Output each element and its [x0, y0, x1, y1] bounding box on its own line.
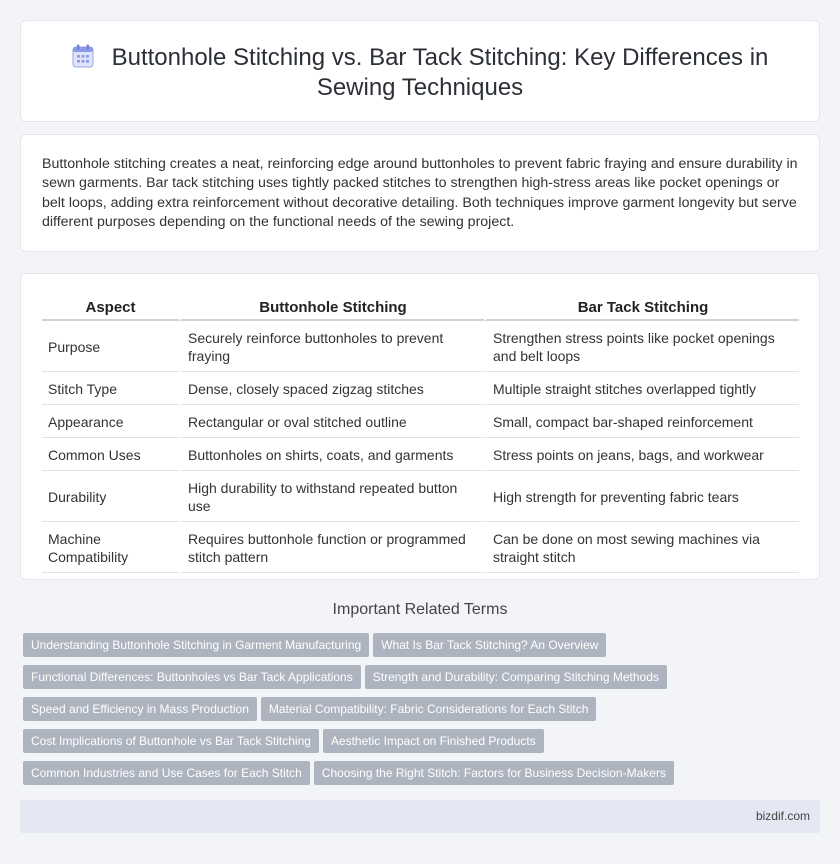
- row-bar-tack: Small, compact bar-shaped reinforcement: [484, 405, 799, 438]
- table-header-row: [42, 296, 799, 321]
- header-aspect: Aspect: [42, 296, 179, 321]
- related-term-link[interactable]: Aesthetic Impact on Finished Products: [323, 729, 544, 753]
- related-term-link[interactable]: Choosing the Right Stitch: Factors for Business Decision-Makers: [314, 761, 674, 785]
- page-title: [21, 43, 819, 103]
- comparison-card: [20, 273, 820, 580]
- header-buttonhole: Buttonhole Stitching: [179, 296, 484, 321]
- footer-bar: [20, 800, 820, 833]
- tag-row: [23, 729, 823, 761]
- table-row: [42, 471, 799, 522]
- calendar-icon: [72, 44, 94, 68]
- table-row: [42, 372, 799, 405]
- tag-row: [23, 633, 823, 665]
- row-aspect: Durability: [42, 471, 179, 522]
- row-buttonhole: Dense, closely spaced zigzag stitches: [179, 372, 484, 405]
- footer-site-link[interactable]: bizdif.com: [755, 809, 810, 823]
- row-buttonhole: Rectangular or oval stitched outline: [179, 405, 484, 438]
- table-row: [42, 405, 799, 438]
- related-term-link[interactable]: Understanding Buttonhole Stitching in Garment Manufacturing: [23, 633, 369, 657]
- related-terms-tags: [23, 633, 823, 793]
- related-term-link[interactable]: Common Industries and Use Cases for Each Stitch: [23, 761, 310, 785]
- row-aspect: Stitch Type: [42, 372, 179, 405]
- related-term-link[interactable]: Material Compatibility: Fabric Considerations for Each Stitch: [261, 697, 596, 721]
- related-term-link[interactable]: What Is Bar Tack Stitching? An Overview: [373, 633, 606, 657]
- header-bar-tack: Bar Tack Stitching: [484, 296, 799, 321]
- row-buttonhole: Buttonholes on shirts, coats, and garments: [179, 438, 484, 471]
- tag-row: [23, 761, 823, 793]
- tag-row: [23, 665, 823, 697]
- row-buttonhole: Securely reinforce buttonholes to prevent fraying: [179, 321, 484, 372]
- row-aspect: Appearance: [42, 405, 179, 438]
- row-bar-tack: Strengthen stress points like pocket openings and belt loops: [484, 321, 799, 372]
- row-aspect: Common Uses: [42, 438, 179, 471]
- table-row: [42, 438, 799, 471]
- related-term-link[interactable]: Functional Differences: Buttonholes vs Bar Tack Applications: [23, 665, 361, 689]
- related-term-link[interactable]: Cost Implications of Buttonhole vs Bar Tack Stitching: [23, 729, 319, 753]
- page-title-text: Buttonhole Stitching vs. Bar Tack Stitching: Key Differences in Sewing Techniques: [111, 44, 769, 101]
- intro-paragraph: Buttonhole stitching creates a neat, reinforcing edge around buttonholes to prevent fabric fraying and ensure durability in sewn garments. Bar tack stitching uses tightly packed stitches to strengthen high-stress areas like pocket openings or belt loops, adding extra reinforcement without decorative detailing. Both techniques improve garment longevity but serve different purposes depending on the functional needs of the sewing project.: [42, 156, 798, 230]
- row-bar-tack: High strength for preventing fabric tears: [484, 471, 799, 522]
- row-bar-tack: Can be done on most sewing machines via straight stitch: [484, 522, 799, 573]
- comparison-table: [42, 296, 799, 573]
- row-buttonhole: High durability to withstand repeated button use: [179, 471, 484, 522]
- related-term-link[interactable]: Speed and Efficiency in Mass Production: [23, 697, 257, 721]
- table-row: [42, 321, 799, 372]
- row-bar-tack: Stress points on jeans, bags, and workwear: [484, 438, 799, 471]
- row-bar-tack: Multiple straight stitches overlapped tightly: [484, 372, 799, 405]
- table-row: [42, 522, 799, 573]
- related-term-link[interactable]: Strength and Durability: Comparing Stitching Methods: [365, 665, 667, 689]
- related-terms-title: Important Related Terms: [332, 601, 508, 618]
- row-buttonhole: Requires buttonhole function or programmed stitch pattern: [179, 522, 484, 573]
- row-aspect: Machine Compatibility: [42, 522, 179, 573]
- row-aspect: Purpose: [42, 321, 179, 372]
- header-card: [20, 20, 820, 122]
- intro-card: [20, 134, 820, 252]
- tag-row: [23, 697, 823, 729]
